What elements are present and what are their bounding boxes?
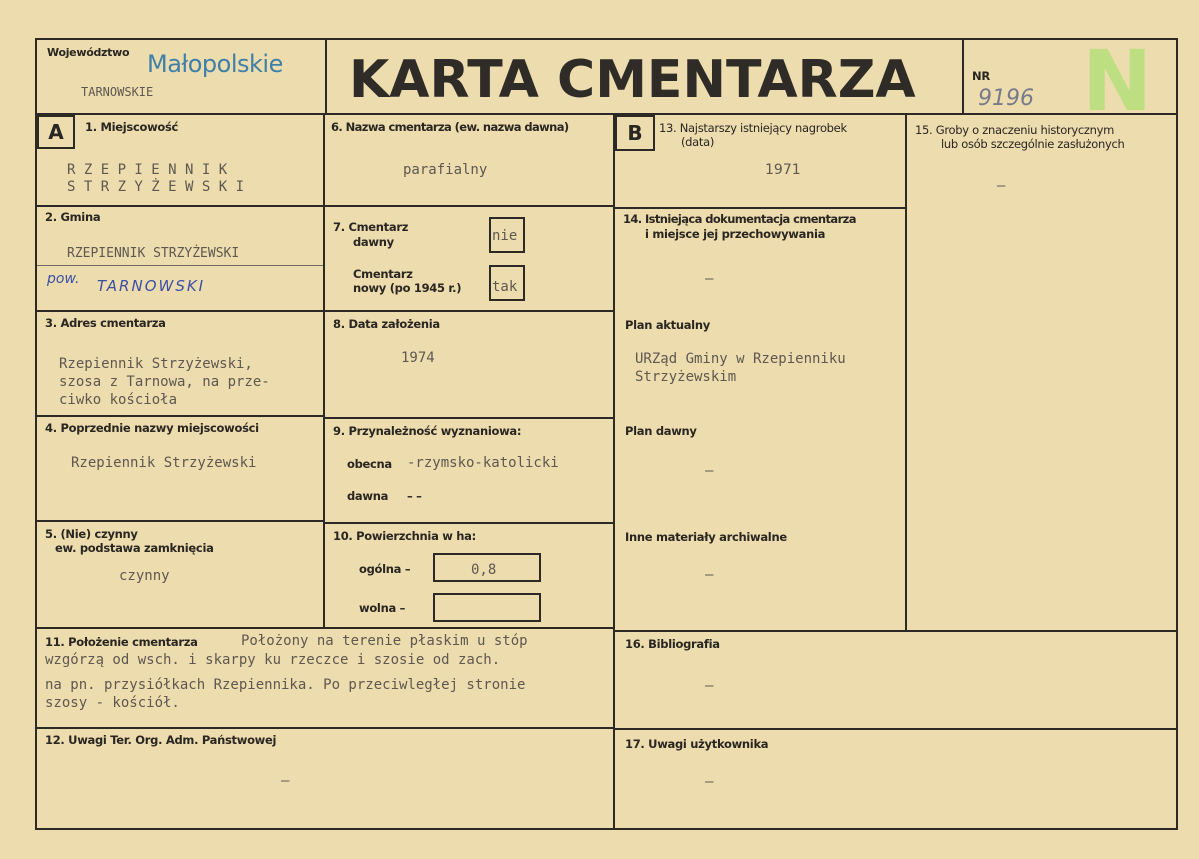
field-5-label-1: 5. (Nie) czynny — [45, 527, 138, 541]
field-12-value: – — [281, 773, 290, 789]
field-1-value-1: R Z E P I E N N I K — [67, 162, 228, 178]
field-2-value: RZEPIENNIK STRZYŻEWSKI — [67, 246, 240, 261]
field-9-current-value: -rzymsko-katolicki — [407, 455, 559, 471]
field-7-new-label-1: Cmentarz — [353, 267, 413, 281]
field-8-data-zalozenia — [323, 310, 615, 419]
field-16-label: 16. Bibliografia — [625, 637, 720, 651]
field-17-value: – — [705, 774, 714, 790]
nr-label: NR — [972, 69, 990, 83]
field-12-label: 12. Uwagi Ter. Org. Adm. Państwowej — [45, 733, 277, 747]
field-9-wyznanie — [323, 417, 615, 524]
field-7-new-value: tak — [492, 279, 518, 295]
title-cell — [325, 38, 964, 115]
field-7-old-label-2: dawny — [353, 235, 394, 249]
other-materials-value: – — [705, 567, 714, 583]
field-7-cmentarz — [323, 205, 615, 312]
field-11-line-3: na pn. przysiółkach Rzepiennika. Po przeciwległej stronie — [45, 677, 526, 693]
field-13-label-2: (data) — [681, 135, 715, 149]
field-6-nazwa — [323, 113, 615, 207]
field-14-dokumentacja — [613, 207, 907, 632]
field-12-uwagi — [35, 727, 615, 830]
field-11-line-2: wzgórzą od wsch. i skarpy ku rzeczce i szosie od zach. — [45, 652, 501, 668]
field-8-value: 1974 — [401, 350, 435, 366]
nr-cell — [962, 38, 1178, 115]
field-11-label: 11. Położenie cmentarza — [45, 635, 198, 649]
field-9-current-label: obecna — [347, 457, 392, 471]
field-15-groby — [905, 113, 1178, 632]
field-7-old-label-1: 7. Cmentarz — [333, 220, 409, 234]
field-1-miejscowosc — [35, 113, 325, 207]
field-16-bibliografia — [613, 630, 1178, 730]
field-4-label: 4. Poprzednie nazwy miejscowości — [45, 421, 259, 435]
field-3-line-3: ciwko kościoła — [59, 392, 178, 408]
field-10-total-value: 0,8 — [471, 562, 497, 578]
field-10-powierzchnia — [323, 522, 615, 629]
field-17-label: 17. Uwagi użytkownika — [625, 737, 769, 751]
other-materials-label: Inne materiały archiwalne — [625, 530, 787, 544]
field-3-line-2: szosa z Tarnowa, na prze- — [59, 374, 270, 390]
field-11-polozenie — [35, 627, 615, 729]
nr-value: 9196 — [978, 86, 1034, 111]
field-5-label-2: ew. podstawa zamknięcia — [55, 541, 214, 555]
field-13-label-1: 13. Najstarszy istniejący nagrobek — [659, 121, 847, 135]
field-5-czynny — [35, 520, 325, 629]
page-title: KARTA CMENTARZA — [349, 50, 916, 110]
nr-mark: N — [1082, 38, 1153, 115]
field-5-value: czynny — [119, 568, 170, 584]
wojewodztwo-value: TARNOWSKIE — [81, 85, 154, 99]
field-14-value: – — [705, 271, 714, 287]
field-7-new-checkbox[interactable] — [489, 265, 525, 301]
plan-current-label: Plan aktualny — [625, 318, 710, 332]
field-6-value: parafialny — [403, 162, 488, 178]
section-b-badge — [615, 115, 655, 151]
field-4-poprzednie-nazwy — [35, 415, 325, 522]
field-14-label-2: i miejsce jej przechowywania — [645, 227, 826, 241]
field-16-value: – — [705, 678, 714, 694]
field-10-free-label: wolna – — [359, 601, 406, 615]
field-13-nagrobek — [613, 113, 907, 209]
section-a-badge — [37, 115, 75, 149]
field-15-label-1: 15. Groby o znaczeniu historycznym — [915, 123, 1115, 137]
wojewodztwo-stamp: Małopolskie — [147, 50, 283, 78]
field-3-adres — [35, 310, 325, 417]
plan-old-label: Plan dawny — [625, 424, 697, 438]
field-7-old-checkbox[interactable] — [489, 217, 525, 253]
field-2-underline — [37, 265, 323, 266]
field-2-handwritten-value: TARNOWSKI — [97, 277, 206, 295]
field-4-value: Rzepiennik Strzyżewski — [71, 455, 257, 471]
field-3-line-1: Rzepiennik Strzyżewski, — [59, 356, 253, 372]
field-3-label: 3. Adres cmentarza — [45, 316, 166, 330]
field-2-gmina — [35, 205, 325, 312]
field-11-line-4: szosy - kościół. — [45, 695, 180, 711]
field-8-label: 8. Data założenia — [333, 317, 440, 331]
field-2-handwritten-prefix: pow. — [47, 271, 80, 287]
field-15-value: – — [997, 178, 1006, 194]
field-10-label: 10. Powierzchnia w ha: — [333, 529, 476, 543]
plan-current-line-2: Strzyżewskim — [635, 369, 737, 385]
field-7-old-value: nie — [492, 228, 518, 244]
field-1-label: 1. Miejscowość — [85, 120, 179, 134]
plan-current-line-1: URZąd Gminy w Rzepienniku — [635, 351, 846, 367]
plan-old-value: – — [705, 463, 714, 479]
section-a-letter: A — [48, 120, 64, 144]
field-15-label-2: lub osób szczególnie zasłużonych — [941, 137, 1125, 151]
field-11-line-1: Położony na terenie płaskim u stóp — [241, 633, 528, 649]
field-10-total-box[interactable] — [433, 553, 541, 582]
wojewodztwo-label: Województwo — [47, 46, 130, 59]
field-2-label: 2. Gmina — [45, 210, 101, 224]
wojewodztwo-cell — [35, 38, 327, 115]
field-7-new-label-2: nowy (po 1945 r.) — [353, 281, 462, 295]
field-6-label: 6. Nazwa cmentarza (ew. nazwa dawna) — [331, 120, 569, 134]
field-13-value: 1971 — [765, 162, 801, 178]
field-17-uwagi-uzytkownika — [613, 728, 1178, 830]
field-9-former-value: – – — [407, 489, 422, 503]
field-10-free-box[interactable] — [433, 593, 541, 622]
field-9-label: 9. Przynależność wyznaniowa: — [333, 424, 522, 438]
field-14-label-1: 14. Istniejąca dokumentacja cmentarza — [623, 212, 856, 226]
field-10-total-label: ogólna – — [359, 562, 411, 576]
field-9-former-label: dawna — [347, 489, 389, 503]
field-1-value-2: S T R Z Y Ż E W S K I — [67, 179, 245, 195]
section-b-letter: B — [627, 121, 643, 145]
